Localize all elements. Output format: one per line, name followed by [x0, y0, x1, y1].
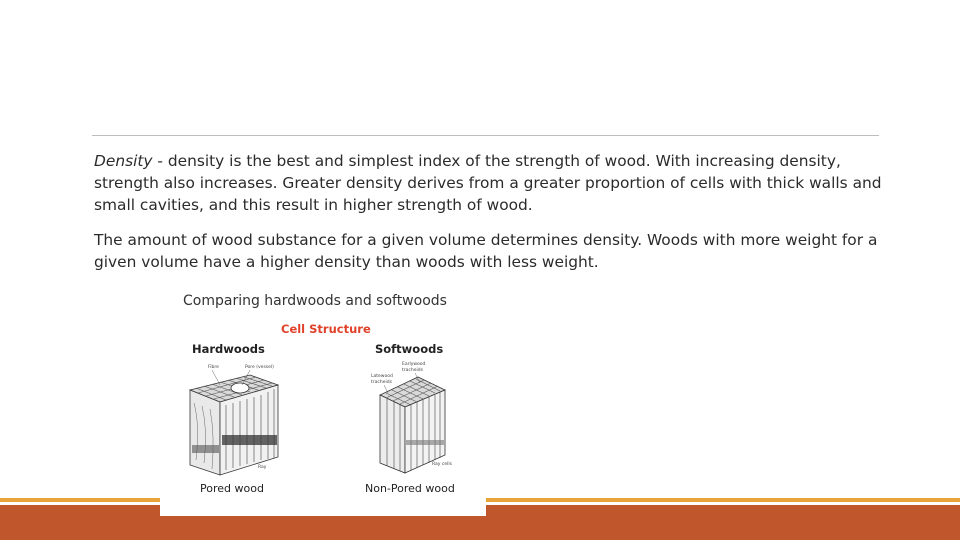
density-term: Density — [94, 152, 153, 170]
svg-text:Earlywood: Earlywood — [402, 362, 426, 367]
pored-wood-caption: Pored wood — [200, 482, 264, 495]
hardwood-block-illustration — [190, 364, 278, 475]
figure-subtitle: Cell Structure — [281, 322, 371, 336]
non-pored-wood-caption: Non-Pored wood — [365, 482, 455, 495]
svg-text:Ray: Ray — [258, 465, 267, 470]
svg-text:Ray cells: Ray cells — [432, 462, 452, 467]
softwoods-heading: Softwoods — [375, 342, 444, 356]
svg-text:Latewood: Latewood — [371, 374, 393, 379]
svg-text:Pore (vessel): Pore (vessel) — [245, 365, 274, 370]
density-paragraph — [94, 150, 884, 216]
svg-text:Fibre: Fibre — [208, 365, 219, 370]
softwood-block-illustration — [371, 361, 453, 473]
title-divider — [92, 135, 879, 136]
wood-substance-paragraph: The amount of wood substance for a given volume determines density. Woods with more weight for a given volume have a higher density than woods with less weight. — [94, 231, 878, 271]
density-text: - density is the best and simplest index of the strength of wood. With increasing density, strength also increases. Greater density derives from a greater proportion of cells with thick walls and small cavities, and this result in higher strength of wood. — [94, 152, 882, 214]
svg-text:tracheids: tracheids — [402, 368, 423, 373]
figure-title: Comparing hardwoods and softwoods — [183, 293, 447, 309]
wood-structure-figure — [160, 285, 486, 516]
svg-text:tracheids: tracheids — [371, 380, 392, 385]
hardwoods-heading: Hardwoods — [192, 342, 265, 356]
